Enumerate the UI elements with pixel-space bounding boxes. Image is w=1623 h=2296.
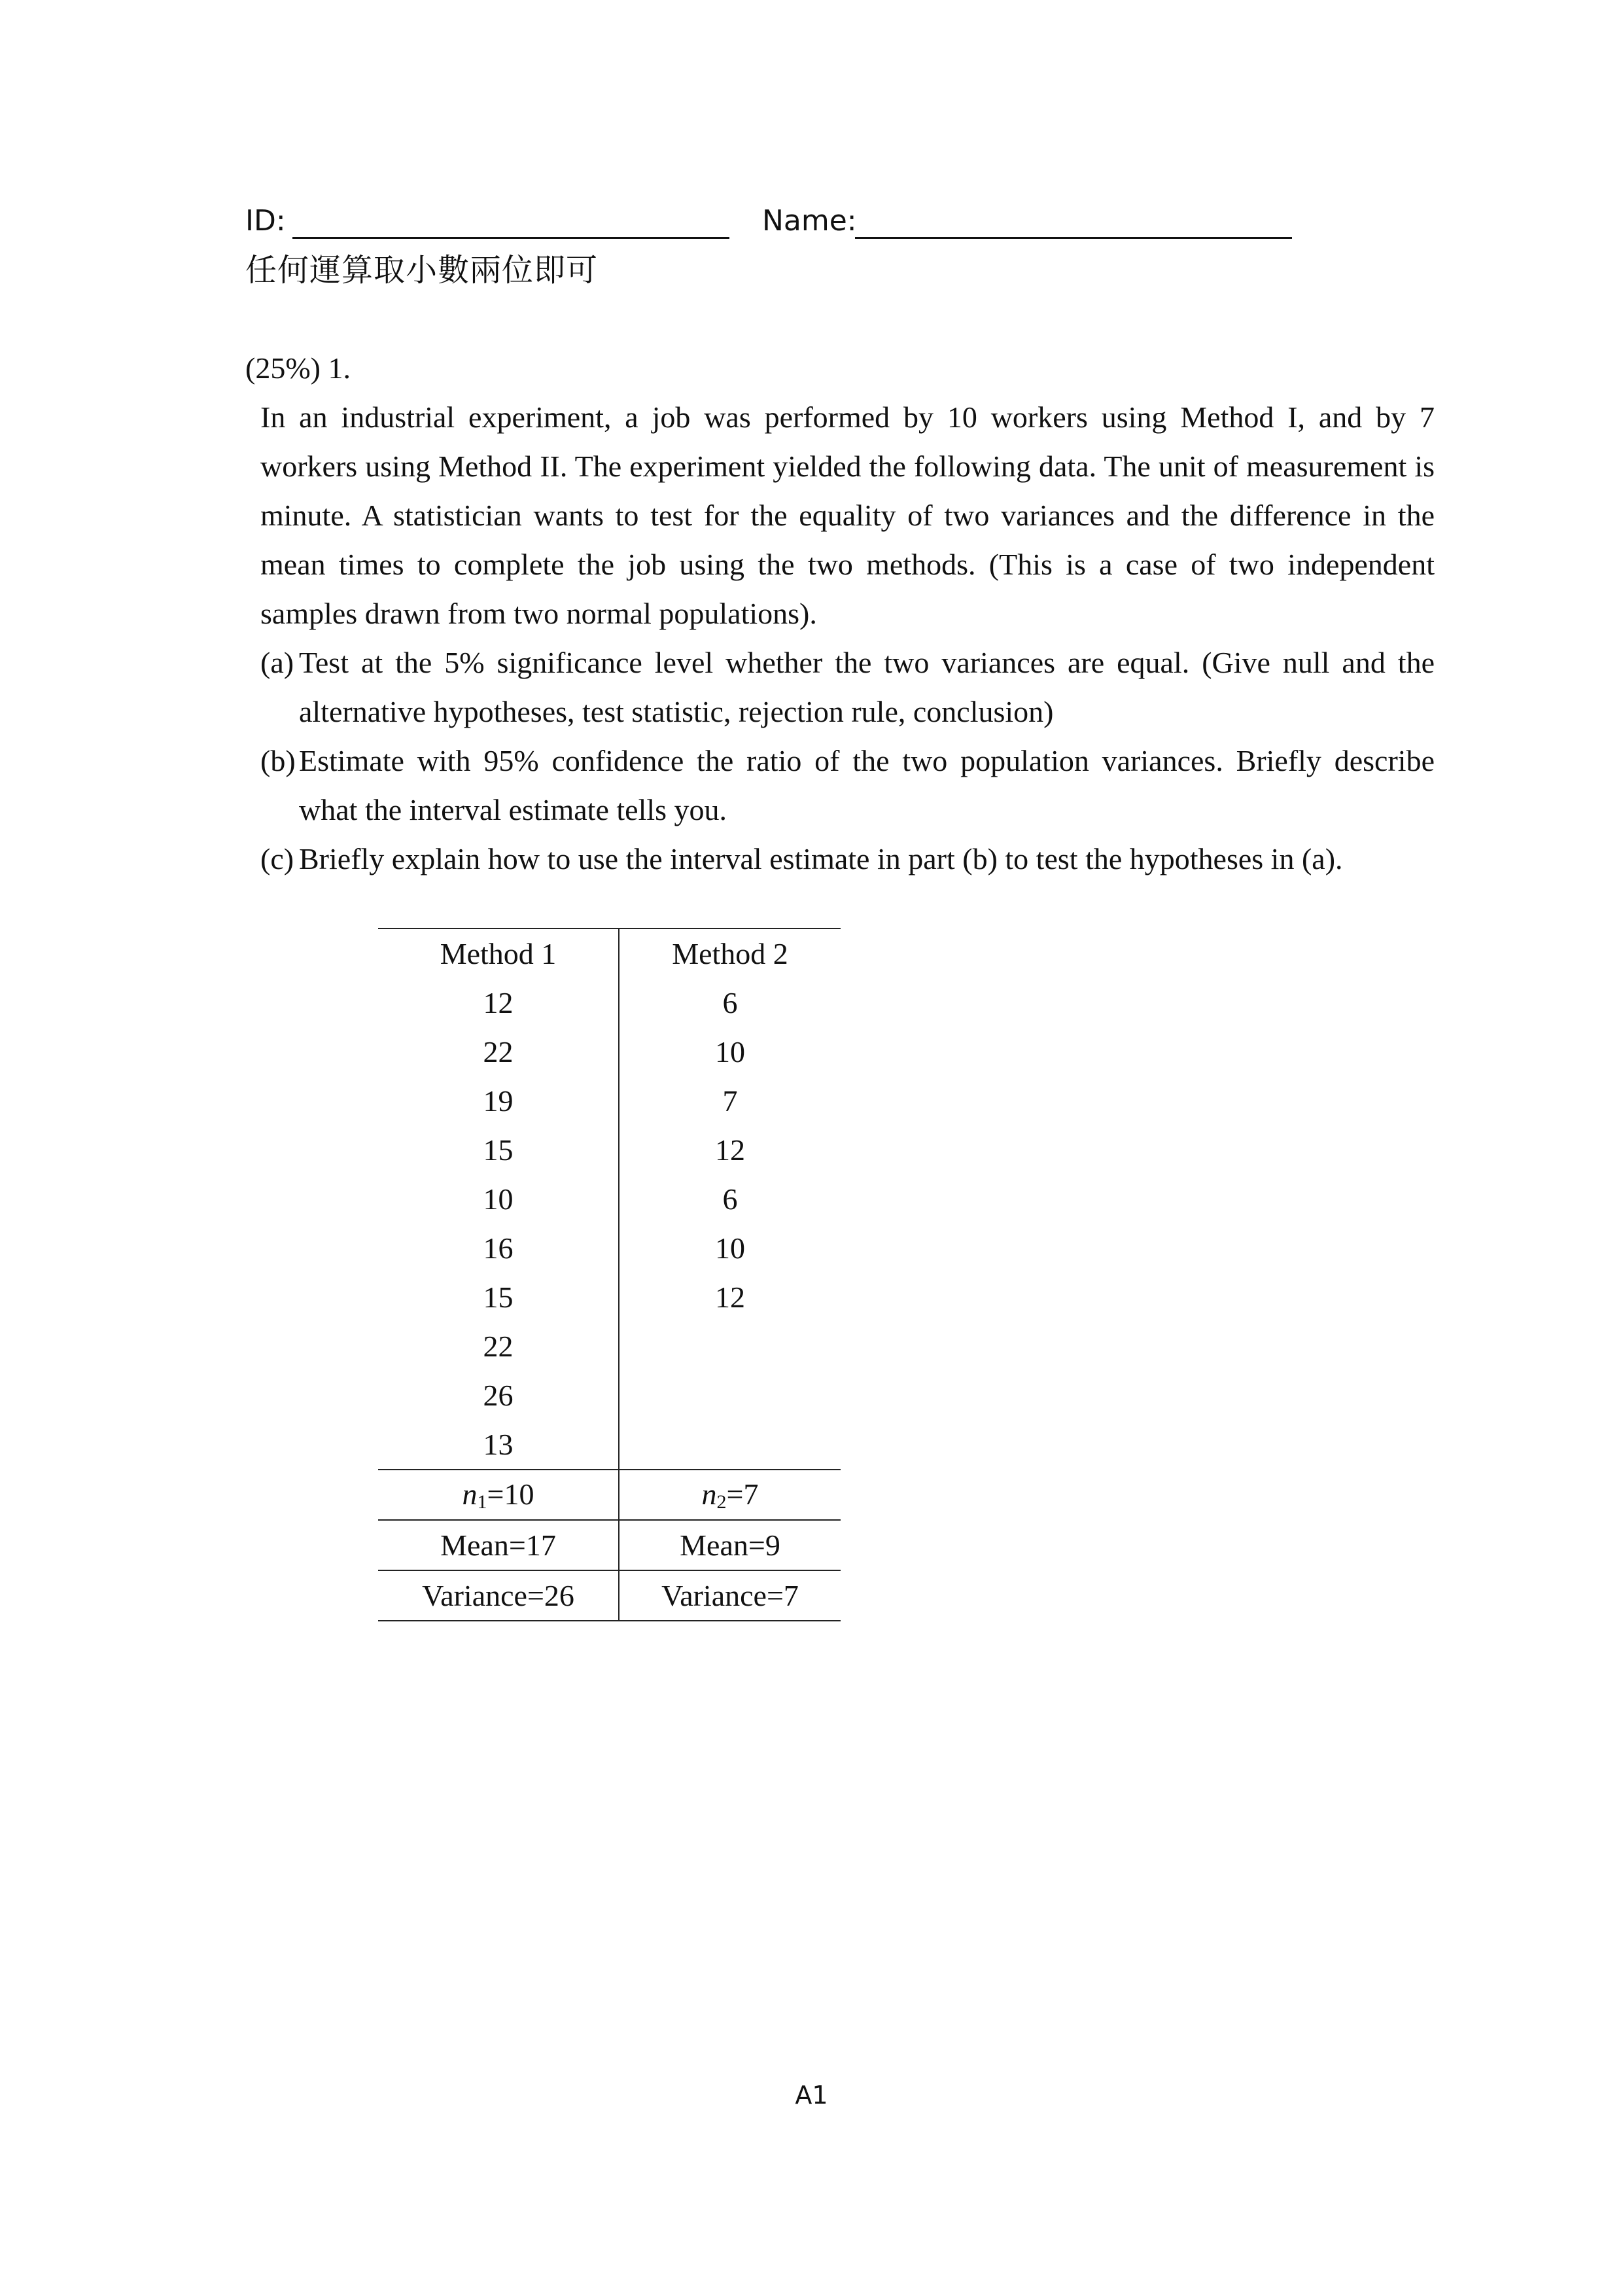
- part-c-mark: (c): [260, 842, 294, 875]
- method1-value: 10: [378, 1174, 619, 1224]
- header-fields: [245, 202, 1305, 241]
- method1-value: 16: [378, 1224, 619, 1273]
- data-table: [378, 928, 841, 1621]
- table-row: [378, 1273, 841, 1322]
- question-number: (25%) 1.: [245, 351, 351, 385]
- n1-sub: 1: [477, 1491, 487, 1513]
- question-body: [260, 393, 1435, 883]
- method2-value: 7: [722, 1084, 738, 1118]
- table-header-row: [378, 928, 841, 978]
- table-row: [378, 1027, 841, 1076]
- method1-value: 15: [378, 1125, 619, 1174]
- n1-cell: [378, 1470, 619, 1520]
- part-a-text: Test at the 5% significance level whether the two variances are equal. (Give null and the alternative hypotheses, test statistic, rejection rule, conclusion): [299, 646, 1435, 728]
- variance1-cell: Variance=26: [378, 1570, 619, 1621]
- method2-value: 10: [715, 1035, 745, 1069]
- name-label: Name:: [762, 204, 857, 238]
- sample-size-row: [378, 1470, 841, 1520]
- method1-value: 15: [378, 1273, 619, 1322]
- n1-var: n: [462, 1477, 478, 1511]
- method1-value: 22: [378, 1027, 619, 1076]
- method2-value: [619, 1322, 841, 1371]
- name-blank-line: [855, 237, 1292, 239]
- part-b-text: Estimate with 95% confidence the ratio of the two population variances. Briefly describe what the interval estimate tells you.: [299, 744, 1435, 826]
- part-c-text: Briefly explain how to use the interval estimate in part (b) to test the hypotheses in (a).: [299, 842, 1343, 875]
- method1-value: 19: [378, 1076, 619, 1125]
- part-b-mark: (b): [260, 744, 296, 777]
- page-number: A1: [795, 2081, 828, 2110]
- method2-value: 6: [722, 986, 738, 1019]
- question-part-b: [260, 736, 1435, 834]
- method1-value: 22: [378, 1322, 619, 1371]
- table-row: [378, 978, 841, 1027]
- table-row: [378, 1076, 841, 1125]
- part-a-mark: (a): [260, 646, 294, 679]
- method2-value: 12: [715, 1280, 745, 1314]
- header-method-1: Method 1: [378, 928, 619, 978]
- method2-value: 12: [715, 1133, 745, 1167]
- method1-value: 26: [378, 1371, 619, 1420]
- variance-row: [378, 1570, 841, 1621]
- table-row: [378, 1125, 841, 1174]
- calculation-instruction: 任何運算取小數兩位即可: [245, 252, 599, 289]
- method2-value: 10: [715, 1231, 745, 1265]
- question-part-a: [260, 638, 1435, 736]
- header-method-2: Method 2: [619, 928, 841, 978]
- table-row: [378, 1371, 841, 1420]
- mean1-cell: Mean=17: [378, 1520, 619, 1570]
- method2-value: 6: [722, 1182, 738, 1216]
- method1-value: 13: [378, 1420, 619, 1470]
- table-row: [378, 1174, 841, 1224]
- id-label: ID:: [245, 204, 286, 238]
- table-row: [378, 1224, 841, 1273]
- method1-value: 12: [378, 978, 619, 1027]
- n2-value: =7: [726, 1477, 759, 1511]
- n2-cell: [619, 1470, 841, 1520]
- method2-value: [619, 1371, 841, 1420]
- mean-row: [378, 1520, 841, 1570]
- n1-value: =10: [487, 1477, 534, 1511]
- question-part-c: [260, 834, 1435, 883]
- mean2-cell: Mean=9: [619, 1520, 841, 1570]
- table-row: [378, 1322, 841, 1371]
- n2-sub: 2: [716, 1491, 727, 1513]
- id-blank-line: [292, 237, 729, 239]
- variance2-cell: Variance=7: [619, 1570, 841, 1621]
- n2-var: n: [701, 1477, 717, 1511]
- question-intro: In an industrial experiment, a job was performed by 10 workers using Method I, and by 7 workers using Method II. The experiment yielded the following data. The unit of measurement is minute. A statistician wants to test for the equality of two variances and the difference in the mean times to complete the job using the two methods. (This is a case of two independent samples drawn from two normal populations).: [260, 400, 1435, 630]
- table-row: [378, 1420, 841, 1470]
- method2-value: [619, 1420, 841, 1470]
